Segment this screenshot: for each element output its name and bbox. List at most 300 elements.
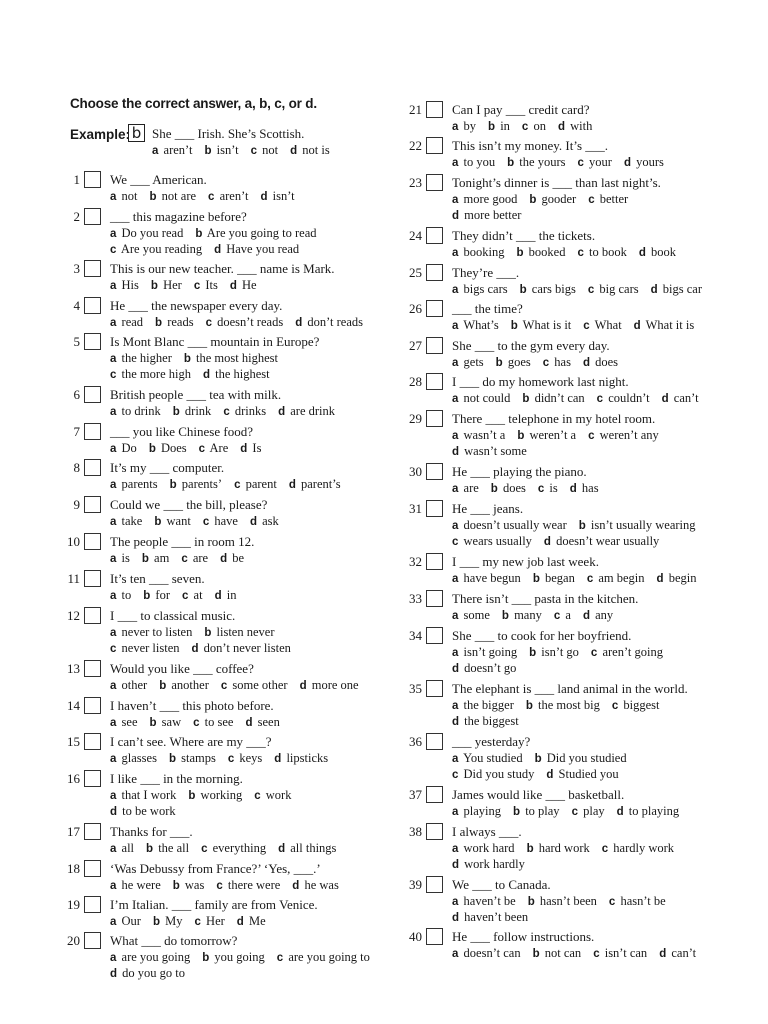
option-b [204,625,274,640]
option-text: doesn’t reads [217,315,284,329]
options-line [110,367,282,382]
option-letter: a [110,843,117,855]
answer-box[interactable] [84,932,101,949]
option-c [577,155,611,170]
option-b [517,245,566,260]
option-text: What [594,318,622,332]
options-line [452,946,708,961]
question-number: 35 [409,681,422,696]
option-c [194,278,218,293]
option-a [452,391,510,406]
answer-box[interactable] [84,607,101,624]
option-text: playing [463,804,502,818]
option-text: never listen [121,641,180,655]
answer-box[interactable] [84,208,101,225]
question-number: 24 [409,228,422,243]
option-letter: c [588,194,595,206]
option-a [452,245,505,260]
option-letter: d [299,680,307,692]
option-text: isn’t usually wearing [590,518,696,532]
answer-box[interactable] [426,733,443,750]
question-number: 12 [67,608,80,623]
option-letter: a [452,520,459,532]
option-letter: d [452,912,460,924]
options-line [110,950,382,965]
option-text: don’t reads [307,315,364,329]
option-c [597,391,650,406]
option-letter: d [616,806,624,818]
option-text: begin [668,571,697,585]
option-text: My [165,914,183,928]
option-d [289,477,341,492]
answer-box[interactable] [426,101,443,118]
question-number: 8 [73,460,80,475]
option-letter: a [110,790,117,802]
option-text: working [200,788,243,802]
question-stem: The elephant is ___ land animal in the world. [452,681,688,696]
option-letter: c [586,573,594,585]
option-a [110,841,134,856]
question-stem: I ___ to classical music. [110,608,236,623]
question-number: 15 [67,734,80,749]
option-text: are drink [290,404,336,418]
question-number: 21 [409,102,422,117]
option-letter: c [587,284,595,296]
options-line [110,841,348,856]
option-text: all things [290,841,337,855]
option-letter: b [526,843,534,855]
option-text: more better [464,208,522,222]
option-text: weren’t a [529,428,577,442]
option-b [202,950,265,965]
question-stem: Can I pay ___ credit card? [452,102,590,117]
option-letter: a [452,483,459,495]
option-letter: b [172,880,180,892]
options-line [110,788,303,803]
question-number: 18 [67,861,80,876]
option-text: Are you going to read [206,226,317,240]
option-text: do you go to [122,966,186,980]
question-number: 16 [67,771,80,786]
option-b [526,698,600,713]
question-number: 3 [73,261,80,276]
option-letter: d [569,483,577,495]
answer-box[interactable] [84,297,101,314]
option-text: be [232,551,245,565]
question-stem: Would you like ___ coffee? [110,661,254,676]
answer-box[interactable] [426,553,443,570]
option-d [230,278,257,293]
option-letter: c [452,536,459,548]
option-d [260,189,294,204]
answer-box[interactable] [426,823,443,840]
option-letter: a [452,610,459,622]
option-letter: b [507,157,515,169]
option-text: have [214,514,238,528]
option-text: to play [525,804,560,818]
answer-box[interactable] [426,928,443,945]
option-letter: d [543,536,551,548]
question-number: 10 [67,534,80,549]
option-letter: a [110,443,117,455]
option-text: weren’t any [599,428,659,442]
option-text: are [463,481,479,495]
options-line [110,242,311,257]
question-stem: He ___ jeans. [452,501,524,516]
option-text: see [121,715,138,729]
option-text: What is it [522,318,572,332]
option-letter: c [590,647,598,659]
option-d [617,804,680,819]
option-c [554,608,571,623]
option-letter: c [250,145,258,157]
option-letter: b [143,590,151,602]
option-text: hasn’t been [539,894,597,908]
options-line [110,878,351,893]
option-letter: b [519,284,527,296]
option-letter: c [537,483,545,495]
answer-box[interactable] [84,660,101,677]
answer-box[interactable] [84,733,101,750]
option-d [634,318,695,333]
option-text: has [554,355,571,369]
option-b [513,804,560,819]
option-a [110,788,176,803]
option-d [240,441,261,456]
option-c [583,318,621,333]
answer-box[interactable] [84,260,101,277]
question-number: 9 [73,497,80,512]
option-letter: b [534,753,542,765]
option-a [110,751,157,766]
option-text: the higher [121,351,172,365]
option-d [110,804,176,819]
answer-box[interactable] [426,264,443,281]
option-letter: c [223,406,230,418]
option-text: Have you read [226,242,300,256]
option-letter: a [152,145,159,157]
option-letter: b [513,806,521,818]
answer-box[interactable] [84,570,101,587]
option-letter: a [110,952,117,964]
option-b [511,318,572,333]
option-letter: c [521,121,529,133]
option-letter: c [110,244,117,256]
option-letter: b [152,916,161,928]
option-d [452,208,521,223]
answer-box[interactable] [84,697,101,714]
question-number: 37 [409,787,422,802]
example [70,124,390,160]
option-letter: c [596,393,604,405]
option-text: in [500,119,510,133]
option-letter: c [110,369,117,381]
option-d [452,444,527,459]
answer-box[interactable] [426,786,443,803]
answer-box[interactable] [426,337,443,354]
example-label: Example: [70,127,131,142]
option-a [452,282,508,297]
option-text: many [514,608,542,622]
option-text: ask [262,514,279,528]
question-stem: This isn’t my money. It’s ___. [452,138,608,153]
option-text: has [581,481,599,495]
question-stem: We ___ American. [110,172,207,187]
option-c [181,551,208,566]
option-letter: c [452,769,459,781]
option-a [452,355,484,370]
question-stem: This is our new teacher. ___ name is Mark. [110,261,335,276]
option-letter: a [110,353,117,365]
option-letter: a [452,157,459,169]
option-letter: b [188,790,196,802]
question-number: 30 [409,464,422,479]
answer-box[interactable] [84,860,101,877]
option-text: by [463,119,477,133]
option-text: everything [212,841,267,855]
option-text: want [166,514,191,528]
answer-box[interactable] [84,459,101,476]
option-b [153,914,183,929]
option-letter: d [202,369,210,381]
option-a [452,841,515,856]
option-a [110,441,137,456]
option-letter: a [110,553,117,565]
option-letter: b [202,952,210,964]
option-c [110,367,191,382]
option-c [522,119,546,134]
option-letter: d [659,948,667,960]
option-a [452,894,516,909]
option-letter: a [110,406,117,418]
option-text: parents [121,477,158,491]
option-c [588,192,628,207]
answer-box[interactable] [84,823,101,840]
option-c [543,355,571,370]
options-line [110,514,291,529]
answer-box[interactable] [426,680,443,697]
option-d [544,534,659,549]
answer-box[interactable] [426,300,443,317]
option-d [452,857,525,872]
options-line [452,661,528,676]
option-text: a [565,608,571,622]
option-a [452,192,517,207]
option-b [188,788,242,803]
answer-box[interactable] [84,423,101,440]
option-text: bigs cars [463,282,508,296]
question-number: 29 [409,411,422,426]
question-stem: What ___ do tomorrow? [110,933,238,948]
option-letter: b [168,753,176,765]
option-text: the highest [215,367,270,381]
option-letter: c [577,247,584,259]
option-b [496,355,531,370]
option-letter: d [557,121,565,133]
option-letter: d [452,663,460,675]
option-d [295,315,363,330]
option-b [159,678,209,693]
option-letter: b [150,280,158,292]
option-letter: b [169,479,177,491]
options-line [452,894,678,909]
option-text: with [570,119,593,133]
option-text: work [265,788,292,802]
answer-box[interactable] [426,137,443,154]
answer-box[interactable] [84,386,101,403]
option-d [292,878,339,893]
question-number: 14 [67,698,80,713]
option-text: drink [184,404,212,418]
question-number: 11 [67,571,80,586]
answer-box[interactable] [426,410,443,427]
option-letter: c [202,516,210,528]
option-text: am [154,551,170,565]
option-c [223,404,266,419]
option-d [452,910,528,925]
options-line [110,588,248,603]
option-letter: d [214,244,222,256]
option-text: gooder [541,192,577,206]
answer-box[interactable] [426,627,443,644]
option-letter: d [249,516,257,528]
option-text: drinks [234,404,267,418]
answer-box[interactable] [426,463,443,480]
option-text: he was [304,878,339,892]
option-a [110,315,143,330]
option-text: there were [227,878,281,892]
option-letter: c [198,443,206,455]
options-line [110,678,371,693]
option-letter: a [452,753,459,765]
answer-box[interactable] [426,373,443,390]
option-letter: b [522,393,530,405]
option-letter: c [110,643,117,655]
option-letter: a [452,647,459,659]
options-line [110,625,286,640]
option-d [245,715,279,730]
options-line [452,571,708,586]
options-line [110,966,197,981]
option-letter: b [490,483,498,495]
question-stem: I can’t see. Where are my ___? [110,734,272,749]
question-number: 31 [409,501,422,516]
option-letter: a [452,896,459,908]
option-c [591,645,663,660]
answer-box[interactable] [84,171,101,188]
answer-box[interactable] [84,770,101,787]
option-text: never to listen [121,625,193,639]
option-letter: d [110,806,118,818]
option-d [624,155,664,170]
option-text: yours [636,155,664,169]
question-number: 20 [67,933,80,948]
answer-box[interactable] [84,496,101,513]
option-a [452,645,517,660]
option-c [228,751,262,766]
option-d [278,841,336,856]
answer-box[interactable] [426,500,443,517]
option-letter: c [220,680,228,692]
option-b [173,404,212,419]
option-d [250,514,279,529]
answer-box[interactable] [426,876,443,893]
option-text: What it is [645,318,695,332]
option-letter: c [181,553,188,565]
option-text: haven’t be [463,894,516,908]
option-a [110,678,147,693]
option-text: didn’t can [534,391,585,405]
option-b [579,518,696,533]
option-d [452,714,519,729]
option-d [215,588,237,603]
option-d [583,355,618,370]
question-number: 40 [409,929,422,944]
answer-box[interactable] [426,174,443,191]
option-letter: b [204,627,212,639]
option-letter: c [193,280,201,292]
question-stem: ‘Was Debussy from France?’ ‘Yes, ___.’ [110,861,321,876]
answer-box[interactable] [426,227,443,244]
answer-box[interactable] [84,533,101,550]
option-text: seen [257,715,280,729]
option-d [237,914,266,929]
option-text: doesn’t wear usually [556,534,660,548]
answer-box[interactable] [426,590,443,607]
option-d [300,678,359,693]
option-text: not is [302,143,330,157]
option-letter: d [278,406,286,418]
option-b [502,608,542,623]
option-letter: b [510,320,518,332]
option-d [570,481,599,496]
option-d [290,143,330,158]
option-text: the bigger [463,698,514,712]
option-letter: c [234,479,241,491]
option-text: hard work [538,841,590,855]
option-a [110,514,142,529]
option-text: biggest [623,698,660,712]
option-text: not [262,143,279,157]
option-b [507,155,565,170]
option-text: saw [161,715,182,729]
option-text: isn’t [216,143,239,157]
option-c [452,767,534,782]
option-b [142,551,169,566]
question-stem: ___ yesterday? [452,734,531,749]
option-a [110,351,172,366]
options-line [452,444,539,459]
option-letter: d [546,769,554,781]
question-number: 25 [409,265,422,280]
option-text: to drink [121,404,161,418]
option-text: to book [589,245,627,259]
option-text: in [226,588,237,602]
option-text: Do [121,441,137,455]
option-letter: a [452,843,459,855]
question-number: 19 [67,897,80,912]
answer-box[interactable] [84,333,101,350]
answer-box[interactable] [84,896,101,913]
option-d [639,245,676,260]
option-text: Does [160,441,187,455]
option-letter: a [110,191,117,203]
option-letter: c [254,790,261,802]
option-letter: a [452,284,459,296]
option-text: aren’t [163,143,193,157]
options-line [452,245,688,260]
option-a [110,914,141,929]
